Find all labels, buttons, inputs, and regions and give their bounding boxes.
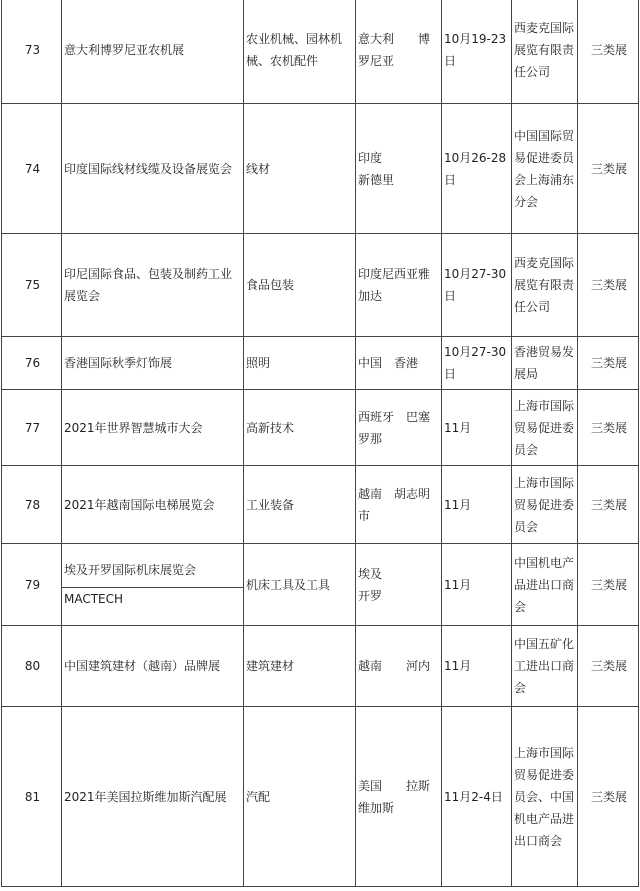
row-number: 76 [2,337,62,390]
location: 印度 新德里 [356,104,442,234]
organizer: 西麦克国际展览有限责任公司 [512,234,578,337]
date: 10月27-30日 [442,234,512,337]
exhibition-type: 三类展 [578,234,639,337]
table-row [2,337,639,390]
location: 西班牙 巴塞罗那 [356,390,442,466]
location: 越南 胡志明市 [356,466,442,544]
date: 10月27-30日 [442,337,512,390]
industry: 工业装备 [244,466,356,544]
date: 11月 [442,390,512,466]
organizer: 中国五矿化工进出口商会 [512,626,578,707]
exhibition-type: 三类展 [578,707,639,887]
organizer: 上海市国际贸易促进委员会 [512,390,578,466]
date: 11月 [442,466,512,544]
table-row [2,104,639,234]
industry: 照明 [244,337,356,390]
row-number: 80 [2,626,62,707]
row-number: 81 [2,707,62,887]
exhibition-name: 印度国际线材线缆及设备展览会 [62,104,244,234]
date: 11月 [442,626,512,707]
date: 11月2-4日 [442,707,512,887]
row-number: 79 [2,544,62,626]
date: 11月 [442,544,512,626]
table-row [2,390,639,466]
date: 10月19-23日 [442,0,512,104]
table-row [2,707,639,887]
exhibition-type: 三类展 [578,104,639,234]
exhibition-type: 三类展 [578,390,639,466]
exhibition-type: 三类展 [578,544,639,626]
industry: 建筑建材 [244,626,356,707]
table-row [2,626,639,707]
industry: 食品包装 [244,234,356,337]
exhibition-name: 印尼国际食品、包装及制药工业展览会 [62,234,244,337]
exhibition-name: 中国建筑建材（越南）品牌展 [62,626,244,707]
organizer: 上海市国际贸易促进委员会、中国机电产品进出口商会 [512,707,578,887]
location: 越南 河内 [356,626,442,707]
exhibition-name: 2021年世界智慧城市大会 [62,390,244,466]
location: 美国 拉斯维加斯 [356,707,442,887]
exhibition-name: 2021年越南国际电梯展览会 [62,466,244,544]
location: 中国 香港 [356,337,442,390]
table-row [2,544,639,626]
exhibition-name-cell [62,544,244,626]
exhibition-name-english: MACTECH [62,587,243,610]
table-row [2,466,639,544]
row-number: 77 [2,390,62,466]
row-number: 75 [2,234,62,337]
exhibition-name: 香港国际秋季灯饰展 [62,337,244,390]
location: 埃及 开罗 [356,544,442,626]
exhibition-name: 意大利博罗尼亚农机展 [62,0,244,104]
exhibition-table [1,0,639,887]
industry: 农业机械、园林机械、农机配件 [244,0,356,104]
exhibition-type: 三类展 [578,337,639,390]
exhibition-name: 2021年美国拉斯维加斯汽配展 [62,707,244,887]
industry: 机床工具及工具 [244,544,356,626]
exhibition-type: 三类展 [578,466,639,544]
row-number: 74 [2,104,62,234]
organizer: 西麦克国际展览有限责任公司 [512,0,578,104]
exhibition-name: 埃及开罗国际机床展览会 [64,563,197,577]
organizer: 上海市国际贸易促进委员会 [512,466,578,544]
organizer: 香港贸易发展局 [512,337,578,390]
location: 意大利 博罗尼亚 [356,0,442,104]
organizer: 中国国际贸易促进委员会上海浦东分会 [512,104,578,234]
date: 10月26-28日 [442,104,512,234]
exhibition-type: 三类展 [578,0,639,104]
industry: 汽配 [244,707,356,887]
industry: 高新技术 [244,390,356,466]
table-row [2,0,639,104]
row-number: 78 [2,466,62,544]
table-row [2,234,639,337]
location: 印度尼西亚雅加达 [356,234,442,337]
industry: 线材 [244,104,356,234]
exhibition-type: 三类展 [578,626,639,707]
organizer: 中国机电产品进出口商会 [512,544,578,626]
row-number: 73 [2,0,62,104]
